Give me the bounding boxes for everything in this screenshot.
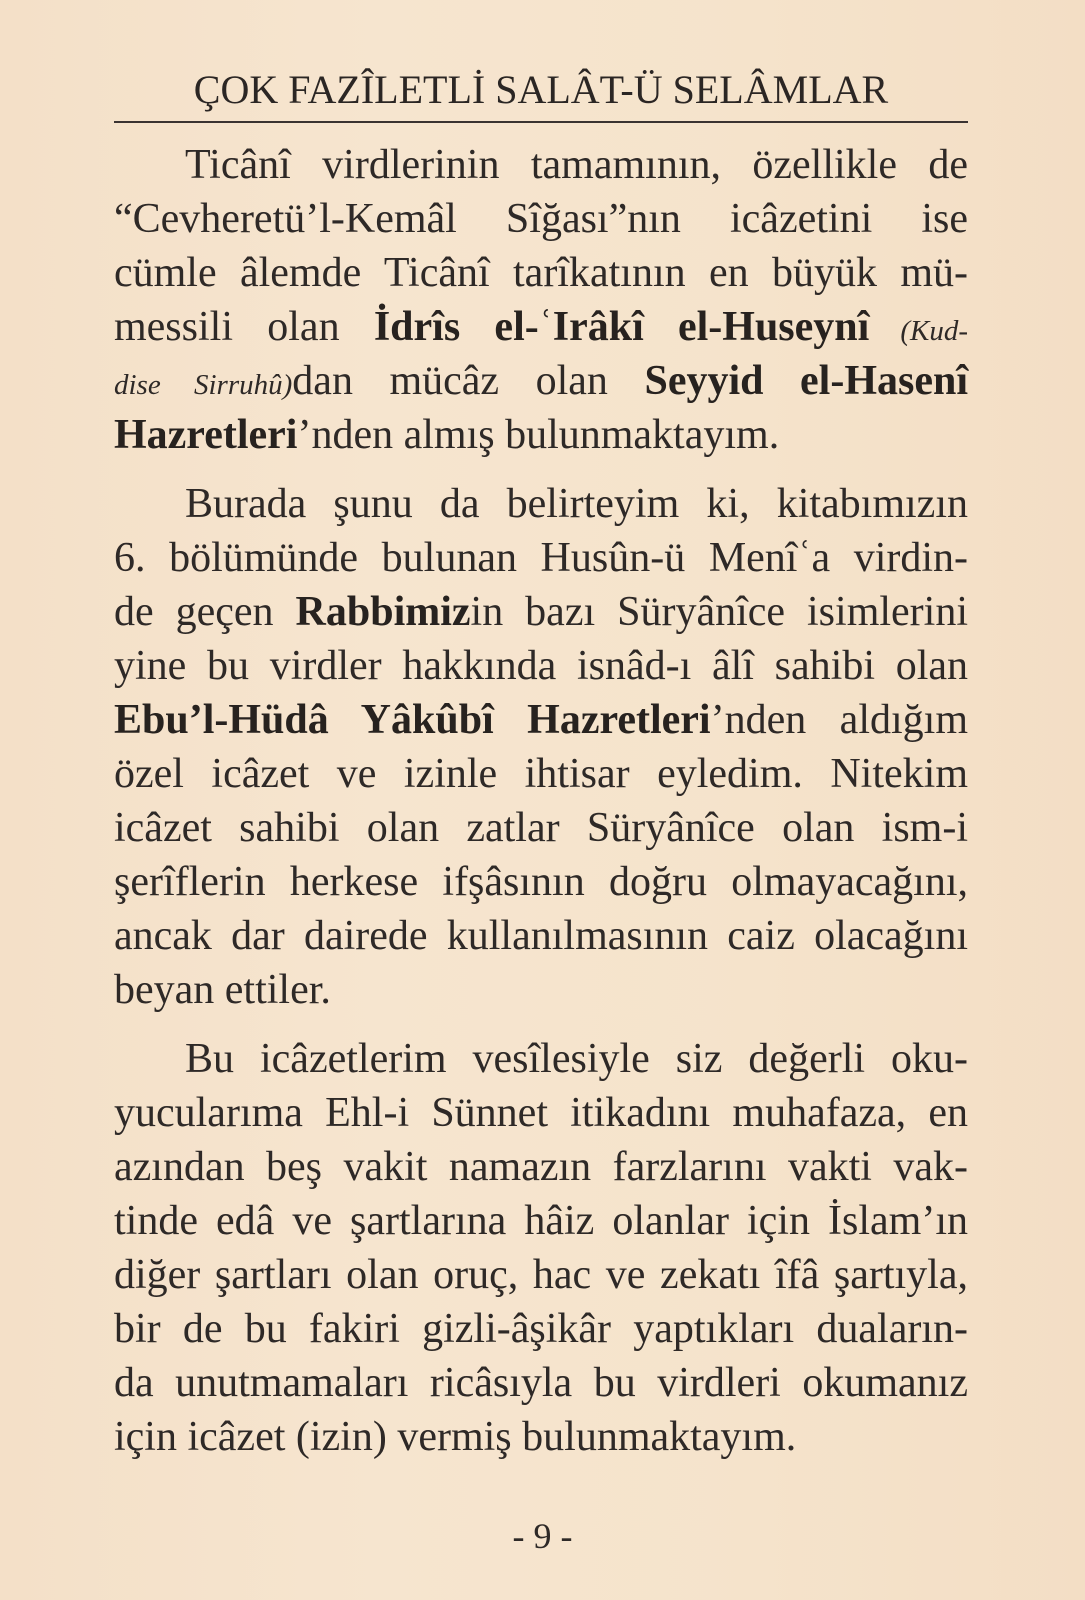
text-segment: cümle âlemde Ticânî tarîkatının en büyük mü- [114, 250, 968, 296]
text-line [114, 300, 968, 354]
text-segment: yine bu virdler hakkında isnâd-ı âlî sahibi olan [114, 643, 968, 689]
text-segment: 6. bölümünde bulunan Husûn-ü Menîʿa virdin- [114, 535, 968, 581]
text-line [114, 1248, 968, 1302]
italic-note: (Kud- [869, 315, 968, 347]
text-line [114, 747, 968, 801]
text-segment: özel icâzet ve izinle ihtisar eyledim. Nitekim [114, 751, 968, 797]
body-text [114, 138, 968, 1464]
text-segment: dan mücâz olan [292, 358, 645, 404]
text-segment: “Cevheretü’l-Kemâl Sîğası”nın icâzetini ise [114, 196, 968, 242]
text-line [114, 963, 968, 1017]
text-line [114, 1302, 968, 1356]
text-segment: ’nden almış bulunmaktayım. [297, 412, 780, 458]
text-segment: diğer şartları olan oruç, hac ve zekatı îfâ şartıyla, [114, 1252, 968, 1298]
text-line [114, 909, 968, 963]
bold-text: Seyyid el-Hasenî [644, 358, 969, 404]
text-segment: Bu icâzetlerim vesîlesiyle siz değerli oku- [185, 1036, 968, 1082]
text-segment: tinde edâ ve şartlarına hâiz olanlar için İslam’ın [114, 1198, 968, 1244]
text-line [114, 1194, 968, 1248]
text-segment: Ticânî virdlerinin tamamının, özellikle de [185, 142, 968, 188]
text-line [114, 138, 968, 192]
header-divider [114, 121, 968, 123]
text-line [114, 639, 968, 693]
text-line [114, 1356, 968, 1410]
text-segment: de geçen [114, 589, 296, 635]
text-segment: ancak dar dairede kullanılmasının caiz olacağını [114, 913, 968, 959]
text-line [114, 354, 968, 408]
text-segment: da unutmamaları ricâsıyla bu virdleri okumanız [114, 1360, 968, 1406]
chapter-header: ÇOK FAZÎLETLİ SALÂT-Ü SELÂMLAR [193, 67, 889, 112]
text-line [114, 531, 968, 585]
bold-text: İdrîs el-ʿIrâkî el-Huseynî [373, 304, 870, 350]
text-segment: ’nden aldığım [710, 697, 968, 743]
paragraph [114, 138, 968, 462]
text-line [114, 1410, 968, 1464]
page-number: - 9 - [512, 1516, 573, 1556]
bold-text: Rabbimiz [295, 589, 471, 635]
text-segment: bir de bu fakiri gizli-âşikâr yaptıkları duaların- [114, 1306, 968, 1352]
text-line [114, 855, 968, 909]
paragraph [114, 477, 968, 1017]
text-line [114, 1140, 968, 1194]
text-segment: azından beş vakit namazın farzlarını vakti vak- [114, 1144, 968, 1190]
paragraph [114, 1032, 968, 1464]
text-segment: yucularıma Ehl-i Sünnet itikadını muhafaza, en [114, 1090, 968, 1136]
text-line [114, 477, 968, 531]
text-line [114, 408, 968, 462]
text-line [114, 693, 968, 747]
text-segment: Burada şunu da belirteyim ki, kitabımızın [185, 481, 968, 527]
text-segment: in bazı Süryânîce isimlerini [470, 589, 968, 635]
text-segment: icâzet sahibi olan zatlar Süryânîce olan ism-i [114, 805, 968, 851]
text-segment: için icâzet (izin) vermiş bulunmaktayım. [114, 1414, 797, 1460]
text-segment: şerîflerin herkese ifşâsının doğru olmayacağını, [114, 859, 968, 905]
text-line [114, 585, 968, 639]
text-line [114, 246, 968, 300]
italic-note: dise Sirruhû) [114, 369, 293, 401]
bold-text: Ebu’l-Hüdâ Yâkûbî Hazretleri [114, 697, 711, 743]
text-line [114, 192, 968, 246]
text-segment: beyan ettiler. [114, 967, 331, 1013]
text-line [114, 801, 968, 855]
text-line [114, 1032, 968, 1086]
text-segment: messili olan [114, 304, 374, 350]
text-line [114, 1086, 968, 1140]
bold-text: Hazretleri [114, 412, 298, 458]
